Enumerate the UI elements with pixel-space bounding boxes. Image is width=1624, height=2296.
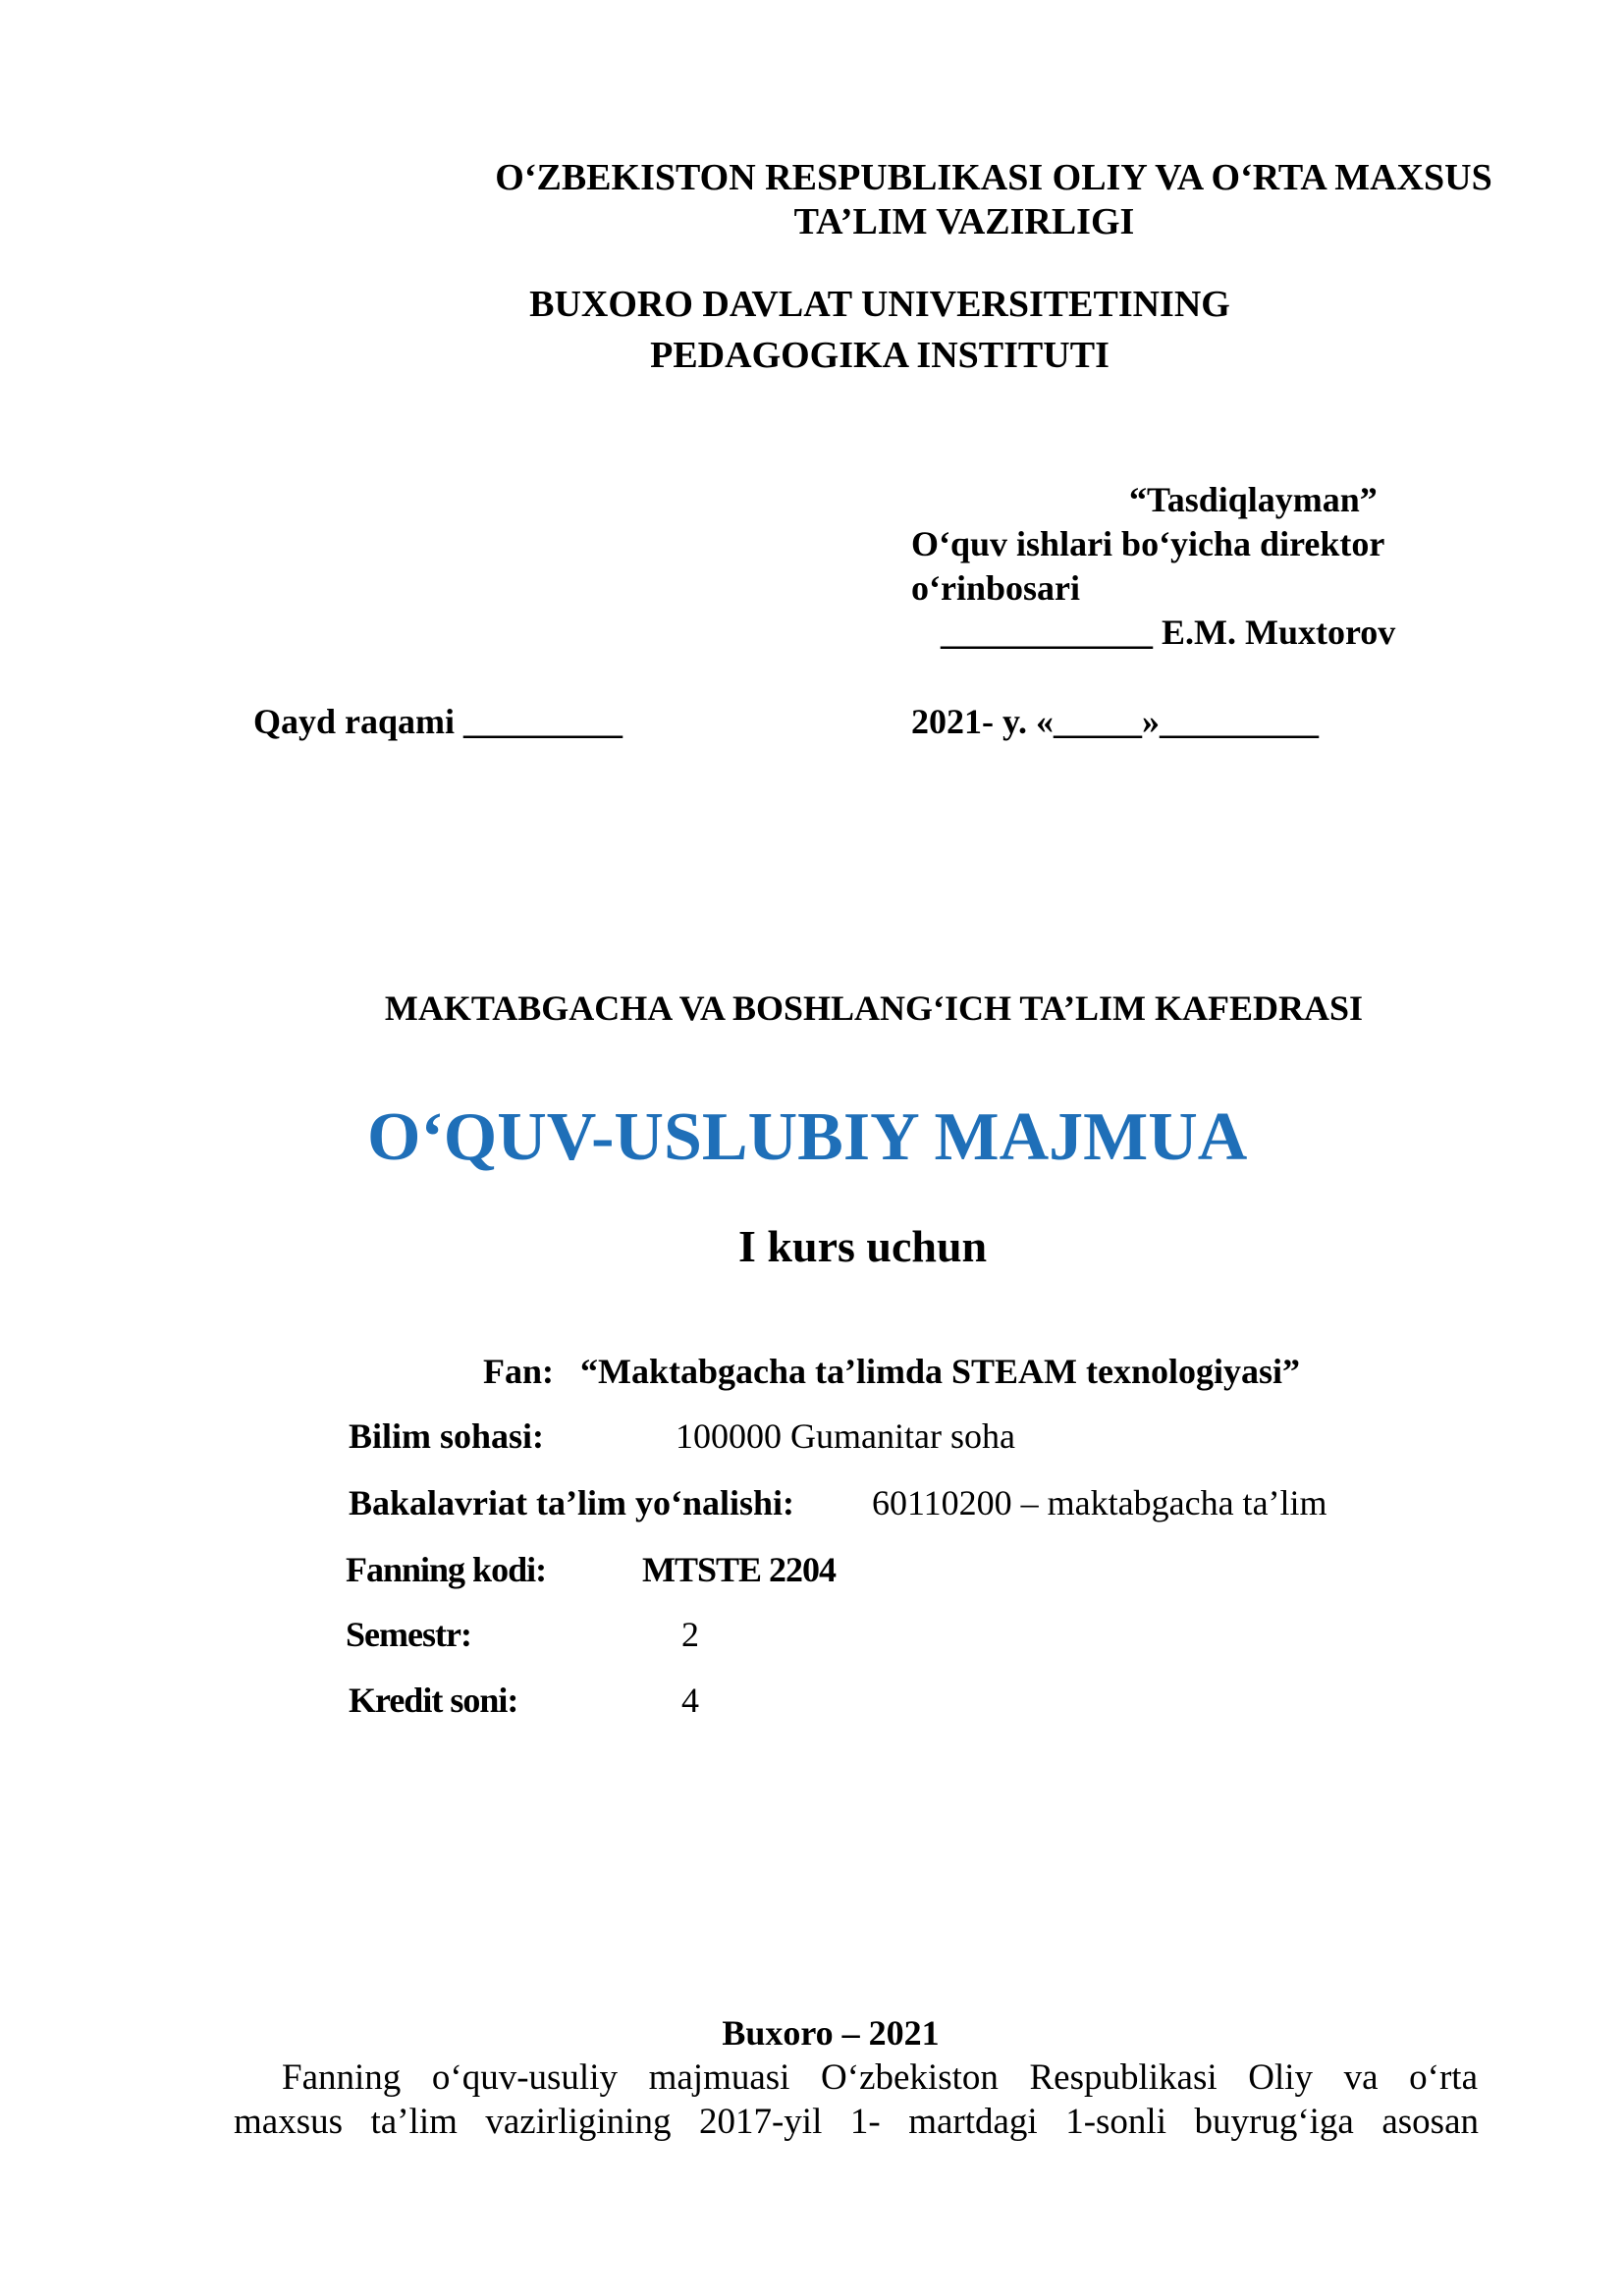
yonalish-label: Bakalavriat ta’lim yo‘nalishi: <box>349 1483 795 1522</box>
yonalish-value: 60110200 – maktabgacha ta’lim <box>872 1483 1327 1522</box>
footer-paragraph-line-2: maxsus ta’lim vazirligining 2017-yil 1- martdagi 1-sonli buyrug‘iga asosan <box>234 2102 1479 2142</box>
registration-number: Qayd raqami _________ <box>253 702 623 741</box>
semestr-label: Semestr: <box>346 1615 471 1654</box>
kredit-value: 4 <box>681 1681 699 1720</box>
semestr-value: 2 <box>681 1615 699 1654</box>
approval-title: “Tasdiqlayman” <box>1129 480 1378 519</box>
fan-kodi-label: Fanning kodi: <box>346 1550 547 1589</box>
fan-value: “Maktabgacha ta’limda STEAM texnologiyasi” <box>580 1352 1301 1391</box>
bilim-sohasi-label: Bilim sohasi: <box>349 1416 545 1456</box>
bilim-sohasi-value: 100000 Gumanitar soha <box>676 1416 1015 1456</box>
approval-signature: ____________ E.M. Muxtorov <box>941 613 1396 652</box>
fan-label: Fan: <box>483 1352 554 1391</box>
university-line-1: BUXORO DAVLAT UNIVERSITETINING <box>529 284 1230 325</box>
course-label: I kurs uchun <box>738 1221 988 1271</box>
approval-date: 2021- y. «_____»_________ <box>911 702 1320 741</box>
approval-line-2: o‘rinbosari <box>911 568 1081 608</box>
document-title: O‘QUV-USLUBIY MAJMUA <box>367 1099 1248 1175</box>
university-line-2: PEDAGOGIKA INSTITUTI <box>650 335 1110 376</box>
ministry-line-1: O‘ZBEKISTON RESPUBLIKASI OLIY VA O‘RTA MAXSUS <box>495 157 1492 198</box>
approval-line-1: O‘quv ishlari bo‘yicha direktor <box>911 524 1385 563</box>
footer-paragraph-line-1: Fanning o‘quv-usuliy majmuasi O‘zbekiston Respublikasi Oliy va o‘rta <box>282 2057 1478 2098</box>
ministry-line-2: TA’LIM VAZIRLIGI <box>793 201 1135 242</box>
kredit-label: Kredit soni: <box>349 1681 518 1720</box>
fan-kodi-value: MTSTE 2204 <box>642 1550 837 1589</box>
place-year: Buxoro – 2021 <box>722 2013 940 2053</box>
department-name: MAKTABGACHA VA BOSHLANG‘ICH TA’LIM KAFEDRASI <box>384 988 1364 1028</box>
